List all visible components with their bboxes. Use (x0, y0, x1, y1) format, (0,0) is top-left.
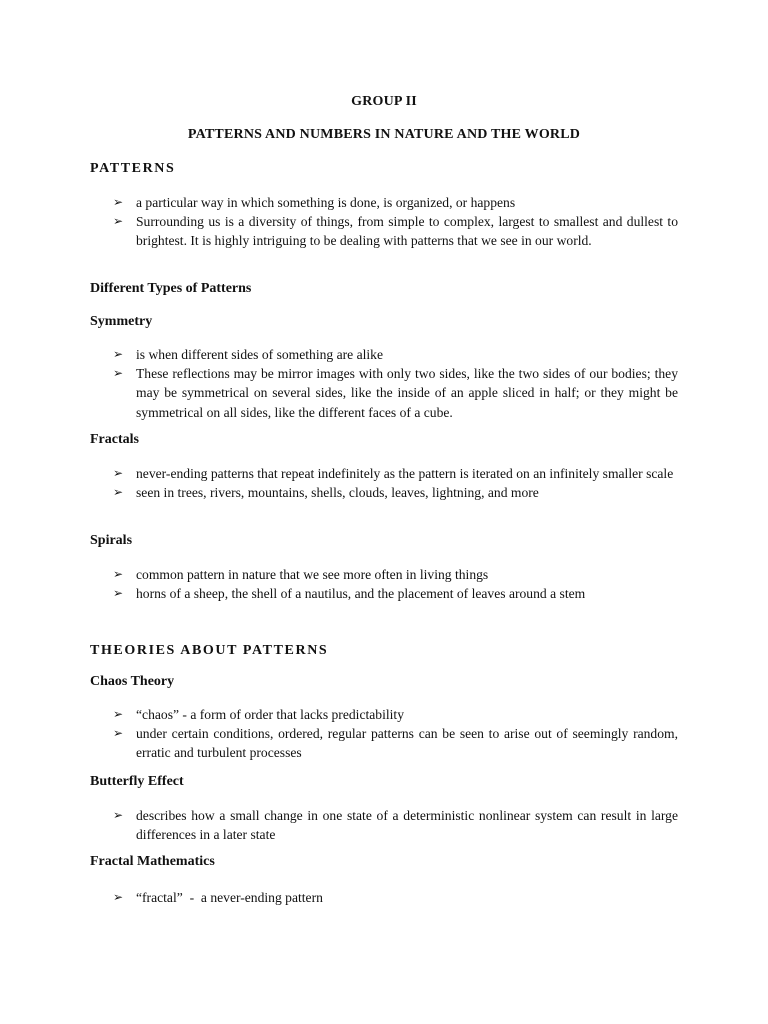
section-heading-spirals: Spirals (90, 533, 133, 548)
arrowhead-bullet-icon: ➢ (113, 195, 124, 209)
bullet-text: “fractal” - a never-ending pattern (136, 890, 323, 905)
arrowhead-bullet-icon: ➢ (113, 707, 124, 721)
section-heading-fractals: Fractals (90, 432, 139, 447)
list-item (113, 345, 678, 364)
arrowhead-bullet-icon: ➢ (113, 567, 124, 581)
arrowhead-bullet-icon: ➢ (113, 890, 124, 904)
bullet-list-butterfly (113, 806, 678, 844)
bullet-text: a particular way in which something is done, is organized, or happens (136, 195, 516, 210)
arrowhead-bullet-icon: ➢ (113, 466, 124, 480)
bullet-text: “chaos” - a form of order that lacks predictability (136, 707, 404, 722)
bullet-text: seen in trees, rivers, mountains, shells, clouds, leaves, lightning, and more (136, 485, 539, 501)
list-item (113, 565, 678, 584)
list-item (113, 193, 678, 212)
bullet-text: is when different sides of something are alike (136, 347, 384, 362)
bullet-text: common pattern in nature that we see more often in living things (136, 567, 489, 582)
group-title: GROUP II (351, 94, 417, 109)
list-item (113, 364, 678, 422)
section-heading-fractal-math: Fractal Mathematics (90, 854, 215, 869)
section-heading-symmetry: Symmetry (90, 314, 153, 329)
section-heading-chaos: Chaos Theory (90, 674, 175, 689)
bullet-list-chaos (113, 705, 678, 763)
arrowhead-bullet-icon: ➢ (113, 726, 124, 741)
arrowhead-bullet-icon: ➢ (113, 366, 124, 381)
list-item (113, 212, 678, 250)
bullet-list-spirals (113, 565, 678, 603)
bullet-text: never-ending patterns that repeat indefinitely as the pattern is iterated on an infinitely smaller scale (136, 466, 674, 481)
arrowhead-bullet-icon: ➢ (113, 808, 124, 822)
list-item (113, 483, 678, 502)
bullet-text: These reflections may be mirror images with only two sides, like the two sides of our bodies; they may be symmetrical on several sides, like the inside of an apple sliced in half; or they might be symmetrical on all sides, like the different faces of a cube. (136, 366, 678, 420)
arrowhead-bullet-icon: ➢ (113, 485, 124, 500)
bullet-list-fractal-math (113, 888, 678, 907)
section-heading-theories: THEORIES ABOUT PATTERNS (90, 643, 329, 658)
arrowhead-bullet-icon: ➢ (113, 347, 124, 361)
list-item (113, 724, 678, 762)
list-item (113, 584, 678, 603)
section-heading-butterfly: Butterfly Effect (90, 774, 184, 789)
bullet-list-fractals (113, 464, 678, 502)
bullet-text: Surrounding us is a diversity of things, from simple to complex, largest to smallest and dullest to brightest. It is highly intriguing to be dealing with patterns that we see in our world. (136, 214, 678, 249)
list-item (113, 705, 678, 724)
bullet-text: horns of a sheep, the shell of a nautilus, and the placement of leaves around a stem (136, 586, 586, 602)
list-item (113, 806, 678, 844)
section-heading-types: Different Types of Patterns (90, 281, 252, 296)
document-title: PATTERNS AND NUMBERS IN NATURE AND THE WORLD (187, 127, 581, 142)
list-item (113, 888, 678, 907)
bullet-text: under certain conditions, ordered, regular patterns can be seen to arise out of seemingly random, erratic and turbulent processes (136, 726, 678, 761)
section-heading-patterns: PATTERNS (90, 161, 176, 176)
bullet-list-symmetry (113, 345, 678, 422)
arrowhead-bullet-icon: ➢ (113, 586, 124, 601)
bullet-text: describes how a small change in one state of a deterministic nonlinear system can result in large differences in a later state (136, 808, 678, 843)
arrowhead-bullet-icon: ➢ (113, 214, 124, 229)
list-item (113, 464, 678, 483)
bullet-list-patterns (113, 193, 678, 251)
